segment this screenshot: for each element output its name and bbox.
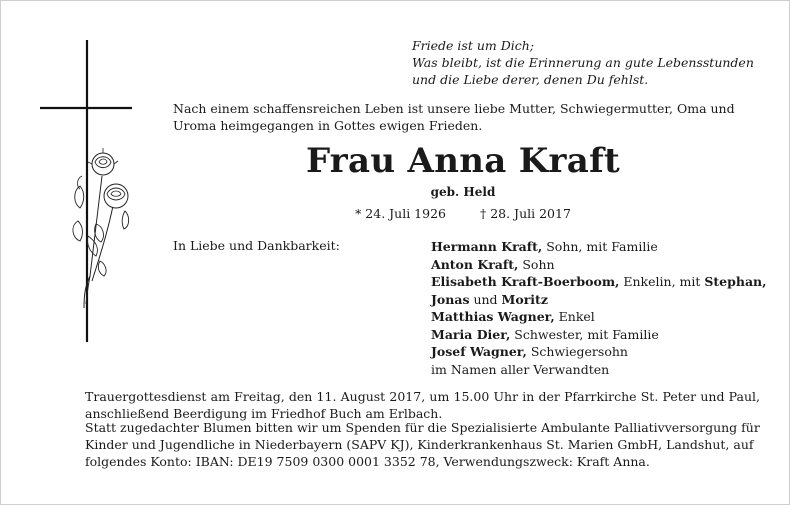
mourners-list (431, 238, 767, 378)
mourners-label: In Liebe und Dankbarkeit: (173, 238, 340, 253)
birth-date: * 24. Juli 1926 (355, 206, 446, 221)
memorial-quote (412, 37, 772, 88)
birth-name: geb. Held (430, 185, 496, 199)
mourner-line: Anton Kraft, Sohn (431, 256, 555, 272)
death-date: † 28. Juli 2017 (479, 206, 571, 221)
intro-text: Nach einem schaffensreichen Leben ist unsere liebe Mutter, Schwiegermutter, Oma und Uroma heimgegangen in Gottes ewigen Frieden. (173, 101, 735, 133)
mourner-line: Hermann Kraft, Sohn, mit Familie (431, 239, 658, 254)
life-dates (173, 206, 753, 221)
mourner-line: Jonas und Moritz (431, 291, 548, 307)
service-info: Trauergottesdienst am Freitag, den 11. August 2017, um 15.00 Uhr in der Pfarrkirche St. Peter und Paul, anschließend Beerdigung im Friedhof Buch am Erlbach. (85, 389, 760, 421)
cross-with-roses-icon (40, 36, 140, 346)
quote-line: Friede ist um Dich; (412, 38, 534, 53)
mourner-line: Matthias Wagner, Enkel (431, 309, 595, 324)
mourner-line: Maria Dier, Schwester, mit Familie (431, 326, 659, 342)
quote-line: Was bleibt, ist die Erinnerung an gute Lebensstunden (412, 55, 754, 70)
deceased-name: Frau Anna Kraft (305, 141, 621, 181)
mourner-line: Elisabeth Kraft-Boerboom, Enkelin, mit Stephan, (431, 274, 767, 289)
mourner-line: im Namen aller Verwandten (431, 361, 610, 377)
quote-line: und die Liebe derer, denen Du fehlst. (412, 72, 649, 87)
mourner-line: Josef Wagner, Schwiegersohn (431, 344, 628, 359)
donation-info: Statt zugedachter Blumen bitten wir um Spenden für die Spezialisierte Ambulante Palliativversorgung für Kinder und Jugendliche in Niederbayern (SAPV KJ), Kinderkrankenhaus St. Marien GmbH, Landshut, auf folgendes Konto: IBAN: DE19 7509 0300 0001 3352 78, Verwendungszweck: Kraft Anna. (85, 420, 760, 469)
